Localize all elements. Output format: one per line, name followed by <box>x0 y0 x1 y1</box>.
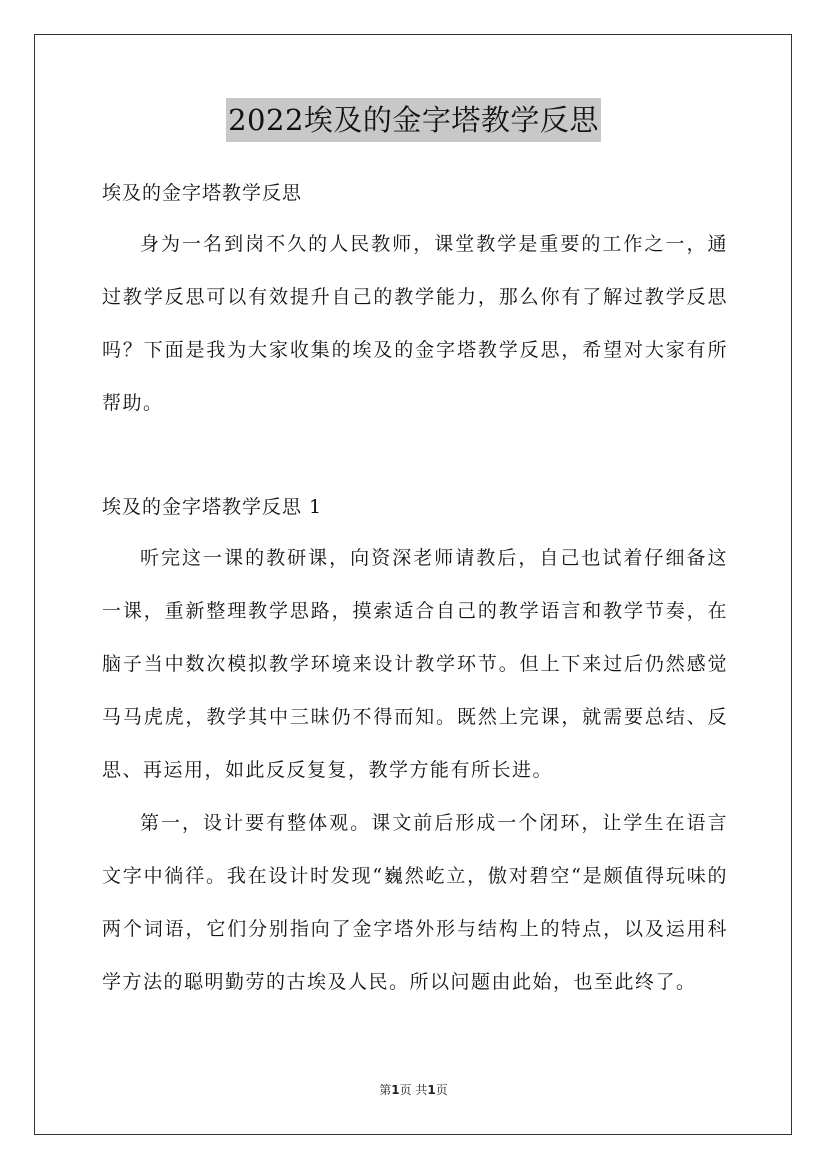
title-area <box>0 98 827 142</box>
footer-page-total: 1 <box>427 1083 436 1097</box>
document-title: 2022埃及的金字塔教学反思 <box>226 98 601 142</box>
page-footer <box>0 1081 827 1098</box>
intro-paragraph: 身为一名到岗不久的人民教师，课堂教学是重要的工作之一，通过教学反思可以有效提升自己的教学能力，那么你有了解过教学反思吗？下面是我为大家收集的埃及的金字塔教学反思，希望对大家有所帮助。 <box>102 233 728 414</box>
body-paragraph: 听完这一课的教研课，向资深老师请教后，自己也试着仔细备这一课，重新整理教学思路，摸索适合自己的教学语言和教学节奏，在脑子当中数次模拟教学环境来设计教学环节。但上下来过后仍然感觉马马虎虎，教学其中三昧仍不得而知。既然上完课，就需要总结、反思、再运用，如此反反复复，教学方能有所长进。 <box>102 547 728 781</box>
section-heading: 埃及的金字塔教学反思 1 <box>102 496 323 518</box>
footer-page-prefix: 第 <box>379 1083 392 1097</box>
document-subtitle: 埃及的金字塔教学反思 <box>102 182 303 204</box>
footer-page-current: 1 <box>391 1083 400 1097</box>
body-paragraph: 第一，设计要有整体观。课文前后形成一个闭环，让学生在语言文字中徜徉。我在设计时发现“巍然屹立，傲对碧空“是颇值得玩味的两个词语，它们分别指向了金字塔外形与结构上的特点，以及运用科学方法的聪明勤劳的古埃及人民。所以问题由此始，也至此终了。 <box>102 812 728 993</box>
footer-page-suffix: 页 <box>435 1083 448 1097</box>
document-body <box>102 168 728 1009</box>
paragraph-spacer <box>102 430 728 482</box>
footer-page-mid: 页 共 <box>399 1083 428 1097</box>
